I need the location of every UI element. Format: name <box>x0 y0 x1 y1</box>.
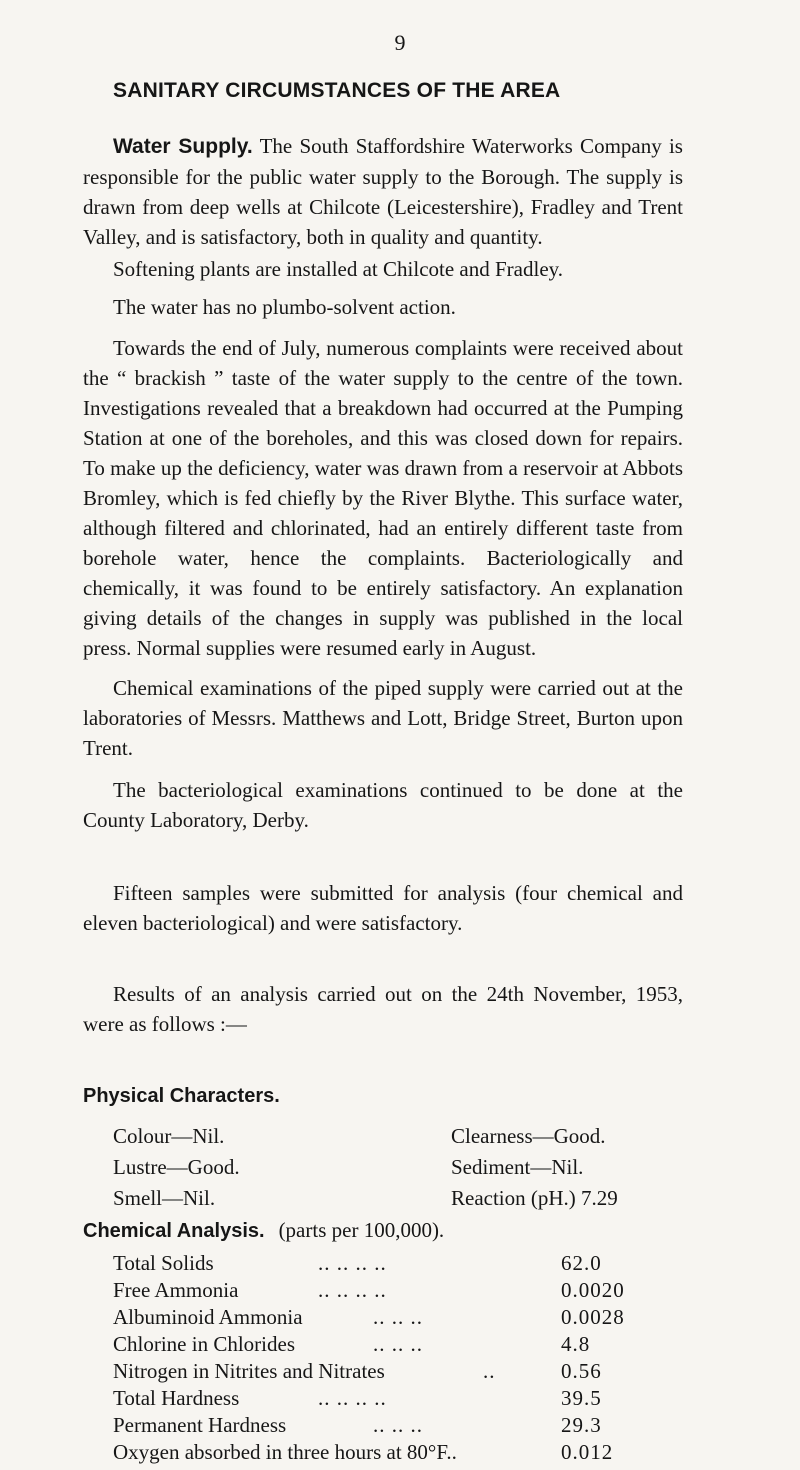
physical-heading: Physical Characters. <box>83 1085 280 1107</box>
physical-smell: Smell—Nil. <box>113 1186 216 1210</box>
chemical-heading-units: (parts per 100,000). <box>278 1218 445 1242</box>
analysis-row-nitrogen <box>113 1359 673 1389</box>
leader-dots: .. .. .. .. <box>318 1251 387 1275</box>
analysis-value: 0.56 <box>561 1359 602 1383</box>
analysis-label: Permanent Hardness <box>113 1413 287 1437</box>
bacteriological-exam-paragraph: The bacteriological examinations continued to be done at the County Laboratory, Derby. <box>83 778 683 832</box>
analysis-row-albuminoid-ammonia <box>113 1305 673 1335</box>
leader-dots: .. .. .. <box>373 1413 423 1437</box>
leader-dots: .. .. .. <box>373 1305 423 1329</box>
water-supply-paragraph <box>83 131 683 252</box>
leader-dots: .. .. .. .. <box>318 1278 387 1302</box>
analysis-row-total-solids <box>113 1251 673 1281</box>
physical-reaction: Reaction (pH.) 7.29 <box>451 1186 618 1210</box>
leader-dots: .. .. .. .. <box>318 1386 387 1410</box>
chemical-exam-paragraph: Chemical examinations of the piped supply were carried out at the laboratories of Messrs. Matthews and Lott, Bridge Street, Burton upon Trent. <box>83 676 683 760</box>
water-supply-text: The South Staffordshire Waterworks Company is responsible for the public water supply to the Borough. The supply is drawn from deep wells at Chilcote (Leicestershire), Fradley and Trent Valley, and is satisfactory, both in quality and quantity. <box>83 134 683 249</box>
chemical-heading-title: Chemical Analysis. <box>83 1220 265 1242</box>
physical-clearness: Clearness—Good. <box>451 1124 606 1148</box>
analysis-label: Oxygen absorbed in three hours at 80°F.. <box>113 1440 457 1464</box>
analysis-row-oxygen <box>113 1440 673 1470</box>
physical-colour: Colour—Nil. <box>113 1124 225 1148</box>
leader-dots: .. .. .. <box>373 1332 423 1356</box>
results-intro-paragraph: Results of an analysis carried out on the 24th November, 1953, were as follows :— <box>83 982 683 1036</box>
analysis-value: 62.0 <box>561 1251 602 1275</box>
plumbo-line: The water has no plumbo-solvent action. <box>113 295 456 319</box>
analysis-row-free-ammonia <box>113 1278 673 1308</box>
analysis-row-chlorine <box>113 1332 673 1362</box>
physical-sediment: Sediment—Nil. <box>451 1155 584 1179</box>
analysis-label: Total Solids <box>113 1251 214 1275</box>
analysis-label: Free Ammonia <box>113 1278 239 1302</box>
analysis-row-total-hardness <box>113 1386 673 1416</box>
analysis-value: 0.012 <box>561 1440 614 1464</box>
analysis-value: 0.0020 <box>561 1278 625 1302</box>
leader-dots: .. <box>483 1359 496 1383</box>
analysis-row-permanent-hardness <box>113 1413 673 1443</box>
physical-lustre: Lustre—Good. <box>113 1155 240 1179</box>
analysis-label: Albuminoid Ammonia <box>113 1305 303 1329</box>
analysis-label: Total Hardness <box>113 1386 240 1410</box>
water-supply-lead: Water Supply. <box>113 135 253 158</box>
samples-paragraph: Fifteen samples were submitted for analysis (four chemical and eleven bacteriological) and were satisfactory. <box>83 881 683 935</box>
chemical-heading <box>83 1218 444 1243</box>
analysis-value: 4.8 <box>561 1332 591 1356</box>
analysis-label: Chlorine in Chlorides <box>113 1332 295 1356</box>
page-number: 9 <box>394 30 406 55</box>
analysis-value: 39.5 <box>561 1386 602 1410</box>
complaints-paragraph: Towards the end of July, numerous complaints were received about the “ brackish ” taste of the water supply to the centre of the town. Investigations revealed that a breakdown had occurred at the Pumping Station at one of the boreholes, and this was closed down for repairs. To make up the deficiency, water was drawn from a reservoir at Abbots Bromley, which is fed chiefly by the River Blythe. This surface water, although filtered and chlorinated, had an entirely different taste from borehole water, hence the complaints. Bacteriologically and chemically, it was found to be entirely satisfactory. An explanation giving details of the changes in supply was published in the local press. Normal supplies were resumed early in August. <box>83 336 683 660</box>
analysis-label: Nitrogen in Nitrites and Nitrates <box>113 1359 385 1383</box>
analysis-value: 0.0028 <box>561 1305 625 1329</box>
section-title: SANITARY CIRCUMSTANCES OF THE AREA <box>113 79 561 102</box>
analysis-value: 29.3 <box>561 1413 602 1437</box>
softening-line: Softening plants are installed at Chilcote and Fradley. <box>113 257 564 281</box>
